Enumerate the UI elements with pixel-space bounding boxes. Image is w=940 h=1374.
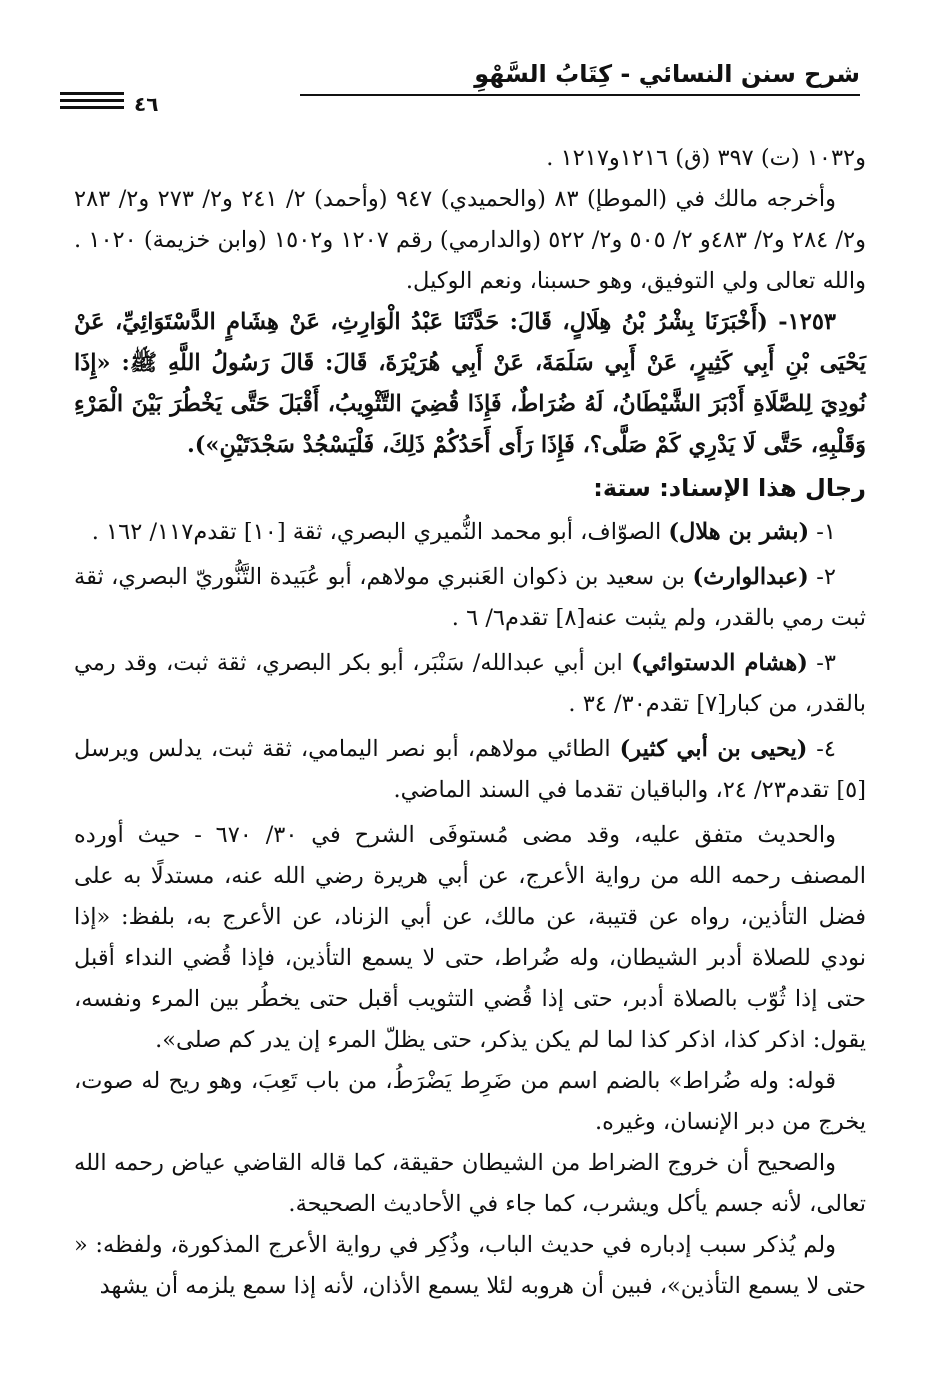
takhrij-paragraph: وأخرجه مالك في (الموطإ) ٨٣ (والحميدي) ٩٤٧ (وأحمد) ٢/ ٢٤١ و٢/ ٢٧٣ و٢/ ٢٨٣ و٢/ ٢٨٤ و٢/ ٤٨٣و ٢/ ٥٠٥ و٢/ ٥٢٢ (والدارمي) رقم ١٢٠٧ و١٥٠٢ (وابن خزيمة) ١٠٢٠ . والله تعالى ولي التوفيق، وهو حسبنا، ونعم الوكيل. [74,186,867,294]
narrator-description: الطائي مولاهم، أبو نصر اليمامي، ثقة ثبت، يدلس ويرسل [٥] تقدم٢٣/ ٢٤، والباقيان تقدما في السند الماضي. [74,736,866,803]
narrator-item-1 [74,512,866,553]
commentary-paragraph: والحديث متفق عليه، وقد مضى مُستوفَى الشرح في ٣٠/ ٦٧٠ - حيث أورده المصنف رحمه الله من رواية الأعرج، عن أبي هريرة رضي الله عنه، مستدلًا به على فضل التأذين، رواه عن قتيبة، عن مالك، عن أبي الزناد، عن الأعرج به، بلفظ: «إذا نودي للصلاة أدبر الشيطان، وله ضُراط، حتى لا يسمع التأذين، فإذا قُضي النداء أقبل حتى إذا ثُوّب بالصلاة أدبر، حتى إذا قُضي التثويب أقبل حتى يخطُر بين المرء ونفسه، يقول: اذكر كذا، اذكر كذا لما لم يكن يذكر، حتى يظلّ المرء إن يدر كم صلى». [74,822,866,1053]
narrator-item-3 [74,643,866,725]
narrator-name: (بشر بن هلال) [668,519,810,545]
commentary-paragraph: قوله: وله ضُراط» بالضم اسم من ضَرِط يَضْرَطُ، من باب تَعِبَ، وهو ريح له صوت، يخرج من دبر الإنسان، وغيره. [74,1068,866,1135]
header-ornament-rules [60,92,124,113]
commentary-paragraph: والصحيح أن خروج الضراط من الشيطان حقيقة، كما قاله القاضي عياض رحمه الله تعالى، لأنه جسم يأكل ويشرب، كما جاء في الأحاديث الصحيحة. [74,1150,866,1217]
narrator-name: (يحيى بن أبي كثير) [619,736,808,762]
header-rule [300,94,860,96]
narrator-name: (هشام الدستوائي) [631,650,808,676]
narrator-number: ١- [809,519,836,545]
narrator-number: ٣- [807,650,836,676]
narrator-item-4 [74,729,866,811]
commentary-paragraph: ولم يُذكر سبب إدباره في حديث الباب، وذُكِر في رواية الأعرج المذكورة، ولفظه: « حتى لا يسمع التأذين»، فبين أن هروبه لئلا يسمع الأذان، لأنه إذا سمع يلزمه أن يشهد [74,1232,866,1299]
page-number: ٤٦ [134,92,159,116]
narrator-number: ٢- [808,564,836,590]
narrator-description: الصوّاف، أبو محمد النُّميري البصري، ثقة [١٠] تقدم١١٧/ ١٦٢ . [91,519,669,545]
narrator-description: ابن أبي عبدالله/ سَنْبَر، أبو بكر البصري، ثقة ثبت، وقد رمي بالقدر، من كبار[٧] تقدم٣٠/ ٣٤ . [74,650,866,717]
narrator-description: بن سعيد بن ذكوان العَنبري مولاهم، أبو عُبَيدة التَّنُّوريّ البصري، ثقة ثبت رمي بالقدر، ولم يثبت عنه[٨] تقدم٦/ ٦ . [74,564,866,631]
narrator-name: (عبدالوارث) [692,564,809,590]
narrator-number: ٤- [807,736,837,762]
narrator-item-2 [74,557,866,639]
reference-line: و١٠٣٢ (ت) ٣٩٧ (ق) ١٢١٦و١٢١٧ . [546,145,866,171]
hadith-text: ١٢٥٣- (أَخْبَرَنَا بِشْرُ بْنُ هِلَالٍ، قَالَ: حَدَّثَنَا عَبْدُ الْوَارِثِ، عَنْ هِشَامٍ الدَّسْتَوَائِيِّ، عَنْ يَحْيَى بْنِ أَبِي كَثِيرٍ، عَنْ أَبِي سَلَمَةَ، عَنْ أَبِي هُرَيْرَةَ، قَالَ: قَالَ رَسُولُ اللَّهِ ﷺ: «إِذَا نُودِيَ لِلصَّلَاةِ أَدْبَرَ الشَّيْطَانُ، لَهُ ضُرَاطٌ، فَإِذَا قُضِيَ التَّثْوِيبُ، أَقْبَلَ حَتَّى يَخْطُرَ بَيْنَ الْمَرْءِ وَقَلْبِهِ، حَتَّى لَا يَدْرِي كَمْ صَلَّى؟، فَإِذَا رَأَى أَحَدُكُمْ ذَلِكَ، فَلْيَسْجُدْ سَجْدَتَيْنِ»). [74,309,866,458]
page-header [60,52,860,116]
page-body [74,138,866,1307]
section-heading: رجال هذا الإسناد: ستة: [593,474,866,502]
running-title: شرح سنن النسائي - كِتَابُ السَّهْوِ [474,60,860,88]
